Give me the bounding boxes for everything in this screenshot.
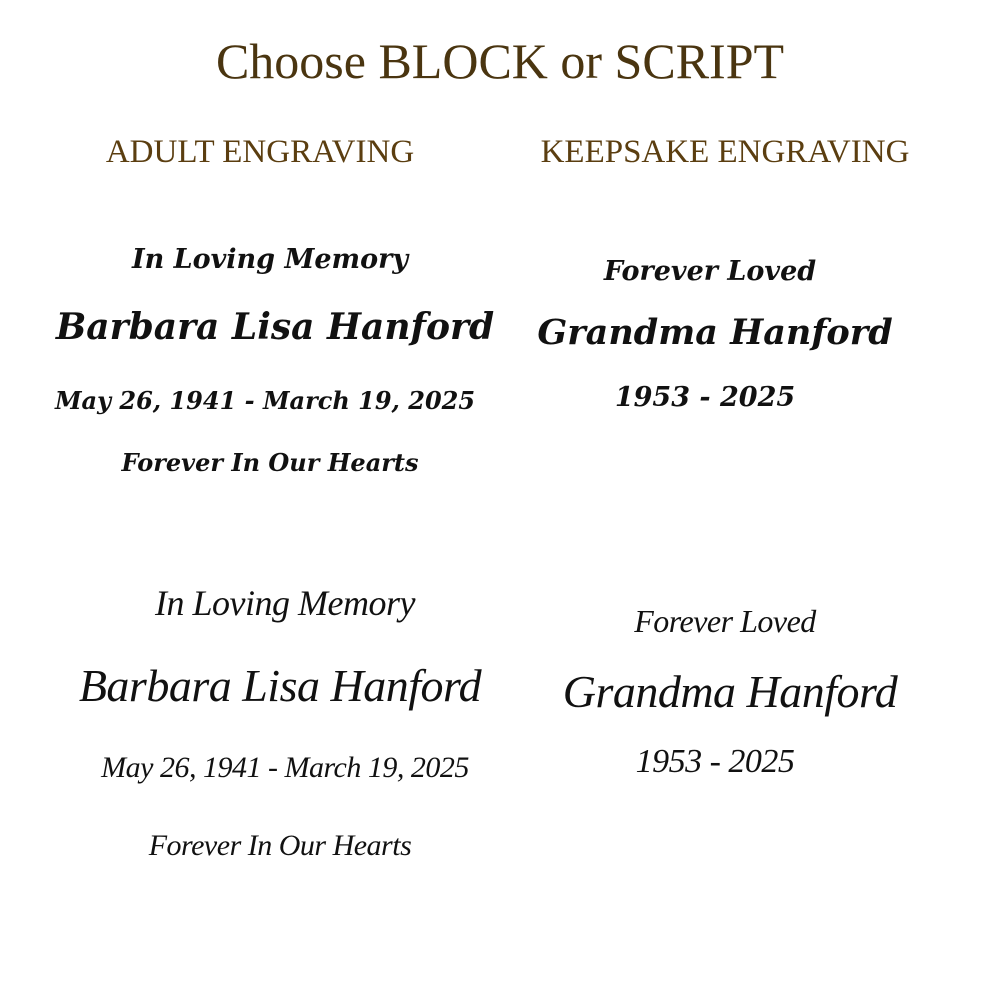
adult-block-line4: Forever In Our Hearts [121,448,419,477]
keepsake-block-line1: Forever Loved [603,256,817,287]
adult-engraving-header: ADULT ENGRAVING [105,134,415,170]
keepsake-engraving-header: KEEPSAKE ENGRAVING [540,134,910,170]
keepsake-block-name: Grandma Hanford [537,312,893,353]
adult-script-name: Barbara Lisa Hanford [78,660,482,711]
adult-block-line1: In Loving Memory [131,244,409,275]
adult-script-dates: May 26, 1941 - March 19, 2025 [101,751,469,784]
page-title: Choose BLOCK or SCRIPT [215,33,785,89]
keepsake-script-dates: 1953 - 2025 [635,743,795,780]
keepsake-script-line1: Forever Loved [634,603,816,639]
adult-block-dates: May 26, 1941 - March 19, 2025 [54,386,476,415]
keepsake-block-dates: 1953 - 2025 [614,382,796,413]
adult-script-line4: Forever In Our Hearts [148,829,412,862]
adult-script-line1: In Loving Memory [155,583,415,623]
adult-block-name: Barbara Lisa Hanford [55,306,495,348]
keepsake-script-name: Grandma Hanford [562,666,898,717]
